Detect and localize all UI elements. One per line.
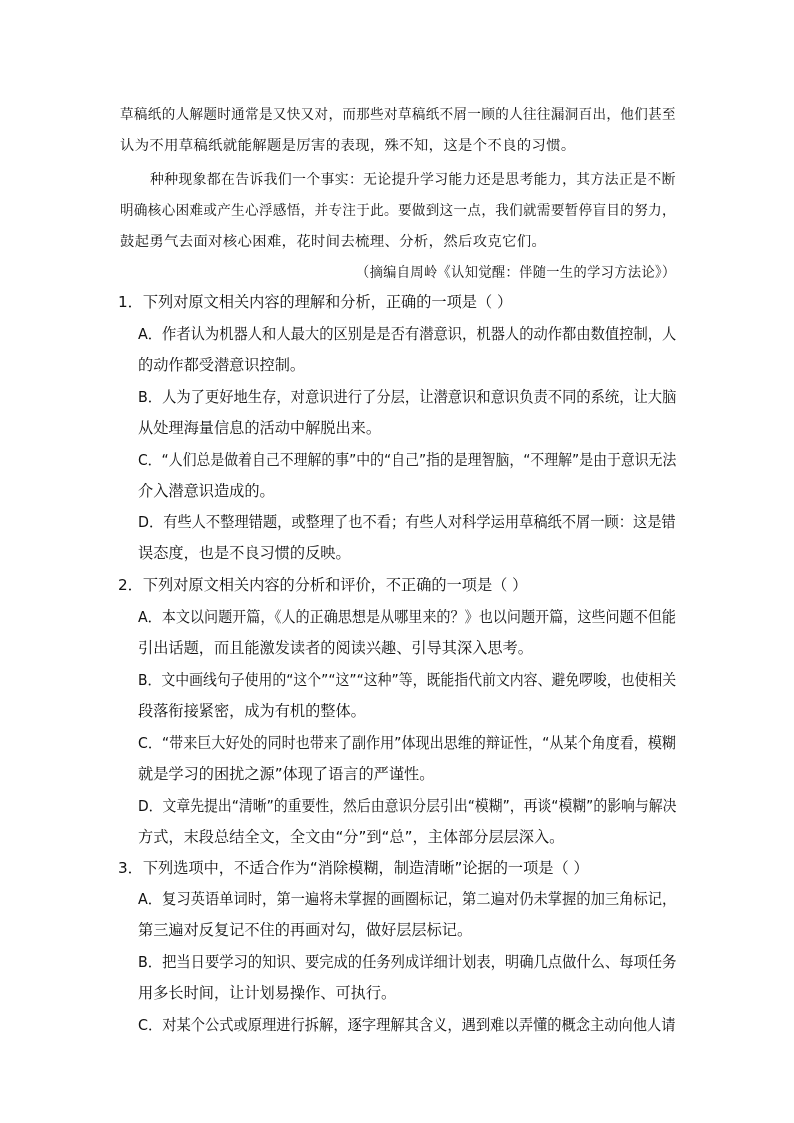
option-c-cont: 介入潜意识造成的。 <box>138 482 275 500</box>
option-a: A．本文以问题开篇，《人的正确思想是从哪里来的？》也以问题开篇，这些问题不但能 <box>138 608 676 626</box>
option-b-cont: 用多长时间，让计划易操作、可执行。 <box>138 984 397 1002</box>
option-d: D．有些人不整理错题，或整理了也不看；有些人对科学运用草稿纸不屑一顾：这是错 <box>138 513 676 531</box>
option-a: A．复习英语单词时，第一遍将未掌握的画圈标记，第二遍对仍未掌握的加三角标记， <box>138 890 677 908</box>
option-b: B．把当日要学习的知识、要完成的任务列成详细计划表，明确几点做什么、每项任务 <box>138 953 677 971</box>
option-d-cont: 误态度，也是不良习惯的反映。 <box>138 544 351 562</box>
option-a: A．作者认为机器人和人最大的区别是是否有潜意识，机器人的动作都由数值控制，人 <box>138 325 677 343</box>
passage-source: （摘编自周岭《认知觉醒：伴随一生的学习方法论》） <box>356 265 676 281</box>
passage-line: 认为不用草稿纸就能解题是厉害的表现，殊不知，这是个不良的习惯。 <box>120 138 576 154</box>
passage-line: 明确核心困难或产生心浮感悟，并专注于此。要做到这一点，我们就需要暂停盲目的努力， <box>120 203 676 219</box>
option-c-cont: 就是学习的困扰之源”体现了语言的严谨性。 <box>138 765 435 783</box>
option-c: C．“人们总是做着自己不理解的事”中的“自己”指的是理智脑，“不理解”是由于意识无法 <box>138 451 677 469</box>
option-b-cont: 从处理海量信息的活动中解脱出来。 <box>138 419 381 437</box>
passage-line: 草稿纸的人解题时通常是又快又对，而那些对草稿纸不屑一顾的人往往漏洞百出，他们甚至 <box>120 107 676 123</box>
option-d: D．文章先提出“清晰”的重要性，然后由意识分层引出“模糊”，再谈“模糊”的影响与解决 <box>138 797 677 815</box>
option-c: C．“带来巨大好处的同时也带来了副作用”体现出思维的辩证性，“从某个角度看，模糊 <box>138 734 676 752</box>
question-stem: 1．下列对原文相关内容的理解和分析，正确的一项是（ ） <box>118 293 513 311</box>
option-a-cont: 引出话题，而且能激发读者的阅读兴趣、引导其深入思考。 <box>138 639 533 657</box>
option-b-cont: 段落衔接紧密，成为有机的整体。 <box>138 702 366 720</box>
option-a-cont: 第三遍对反复记不住的再画对勾，做好层层标记。 <box>138 921 473 939</box>
option-a-cont: 的动作都受潜意识控制。 <box>138 356 306 374</box>
option-d-cont: 方式，末段总结全文，全文由“分”到“总”，主体部分层层深入。 <box>138 828 565 846</box>
passage-line: 种种现象都在告诉我们一个事实：无论提升学习能力还是思考能力，其方法正是不断 <box>150 172 676 188</box>
question-stem: 3．下列选项中，不适合作为“消除模糊，制造清晰”论据的一项是（ ） <box>118 859 589 877</box>
option-b: B．文中画线句子使用的“这个”“这”“这种”等，既能指代前文内容、避免啰唆，也使相关 <box>138 671 677 689</box>
option-b: B．人为了更好地生存，对意识进行了分层，让潜意识和意识负责不同的系统，让大脑 <box>138 388 677 406</box>
option-c: C．对某个公式或原理进行拆解，逐字理解其含义，遇到难以弄懂的概念主动向他人请 <box>138 1016 676 1034</box>
question-stem: 2．下列对原文相关内容的分析和评价，不正确的一项是（ ） <box>118 576 528 594</box>
passage-line: 鼓起勇气去面对核心困难，花时间去梳理、分析，然后攻克它们。 <box>120 234 547 250</box>
